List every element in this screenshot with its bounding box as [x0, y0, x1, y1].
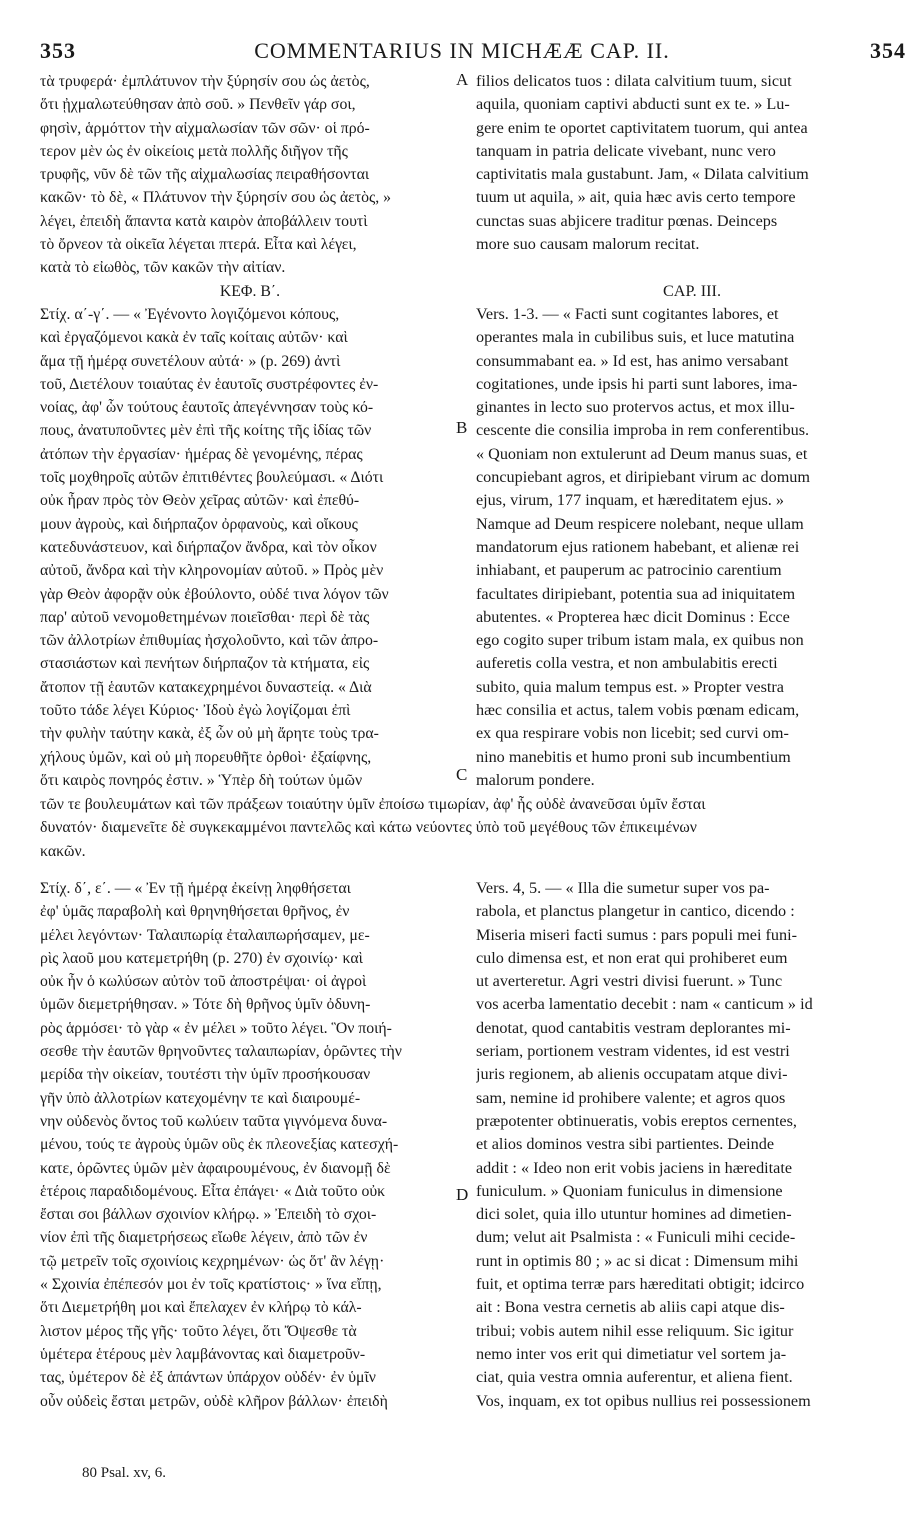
greek-text-line: τοῦ, Διετέλουν τοιαύτας ἐν ἑαυτοῖς συστρέφοντες ἐν-	[40, 375, 379, 393]
greek-text-line: τὰ τρυφερά· ἐμπλάτυνον τὴν ξύρησίν σου ὡς ἀετὸς,	[40, 73, 370, 90]
latin-text-line: Vers. 1-3. — « Facti sunt cogitantes labores, et	[476, 304, 779, 323]
running-title: COMMENTARIUS IN MICHÆÆ CAP. II.	[254, 38, 670, 63]
latin-text-line: ex qua respirare vobis non licebit; sed curvi om-	[476, 724, 789, 743]
greek-text-line: κακῶν.	[40, 842, 86, 860]
margin-letter-c: C	[456, 765, 468, 784]
latin-text-line: ait : Bona vestra cernetis ab aliis capi atque dis-	[476, 1298, 785, 1317]
latin-text-line: more suo causam malorum recitat.	[476, 235, 700, 254]
latin-column-top	[476, 70, 908, 792]
latin-text-line: tribui; vobis autem nihil esse reliquum. Sic igitur	[476, 1321, 794, 1340]
latin-text-line: ego cogito super tribum istam mala, ex quibus non	[476, 631, 804, 650]
latin-text-line: malorum pondere.	[476, 770, 595, 789]
latin-text-line: Miseria miseri facti sumus : pars populi mei funi-	[476, 925, 797, 944]
latin-text-line: tuum ut aquila, » ait, quia hæc avis certo tempore	[476, 188, 796, 207]
greek-text-line: ὑμῶν διεμετρήθησαν. » Τότε δὴ θρῆνος ὑμῖν ὀδυνη-	[40, 996, 371, 1014]
greek-text-line: ἄτοπον τῇ ἑαυτῶν κατακεχρημένοι δυναστείᾳ. « Διὰ	[40, 678, 372, 696]
greek-text-line: σεσθε τὴν ἑαυτῶν θρηνοῦντες ταλαιπωρίαν, ὁρῶντες τὴν	[40, 1043, 402, 1061]
greek-text-line: μέλει λεγόντων· Ταλαιπωρίᾳ ἐταλαιπωρήσαμεν, με-	[40, 926, 370, 944]
greek-column-top	[40, 70, 460, 792]
margin-letter-b: B	[456, 418, 468, 437]
latin-text-line: vos acerba lamentatio decebit : nam « canticum » id	[476, 995, 813, 1014]
latin-text-line: denotat, quod cantabitis vestram deplorantes mi-	[476, 1018, 791, 1037]
latin-text-line: sam, nemine id prohibere valente; et agros quos	[476, 1088, 786, 1107]
greek-text-line: παρ' αὐτοῦ νενομοθετημένων ποιεῖσθαι· περὶ δὲ τὰς	[40, 608, 370, 626]
latin-text-line: runt in optimis 80 ; » ac si dicat : Dimensum mihi	[476, 1251, 799, 1270]
greek-text-line: ἐφ' ὑμᾶς παραβολὴ καὶ θρηνηθήσεται θρῆνος, ἐν	[40, 903, 350, 921]
greek-text-line: Στίχ. δ΄, ε΄. — « Ἐν τῇ ἡμέρᾳ ἐκείνῃ ληφθήσεται	[40, 880, 351, 897]
greek-text-line: κακῶν· τὸ δὲ, « Πλάτυνον τὴν ξύρησίν σου ὡς ἀετὸς, »	[40, 189, 392, 207]
greek-text-line: Στίχ. α΄-γ΄. — « Ἐγένοντο λογιζόμενοι κόπους,	[40, 305, 340, 323]
latin-text-line: juris regionem, ab alienis occupatam atque divi-	[476, 1065, 788, 1084]
latin-text-line: funiculum. » Quoniam funiculus in dimensione	[476, 1181, 783, 1200]
latin-text-line: abutentes. « Propterea hæc dicit Dominus : Ecce	[476, 607, 790, 626]
greek-text-line: οὐκ ἦν ὁ κωλύσων αὐτὸν τοῦ ἀποστρέψαι· οἱ ἀγροὶ	[40, 973, 367, 991]
greek-text-line: μένου, τούς τε ἀγροὺς ὑμῶν οὓς ἐκ πλεονεξίας κατεσχή-	[40, 1136, 399, 1154]
latin-text-line: ut averteretur. Agri vestri divisi fuerunt. » Tunc	[476, 972, 783, 991]
greek-text-line: τρυφῆς, νῦν δὲ τῶν τῆς αἰχμαλωσίας πειραθήσονται	[40, 166, 370, 184]
latin-text-line: inhiabant, et pauperum ac patrocinio carentium	[476, 561, 782, 580]
greek-text-line: τοῖς μοχθηροῖς αὐτῶν ἐπιτιθέντες βουλεύμασι. « Διότι	[40, 469, 384, 487]
latin-text-line: cogitationes, unde ipsis hi parti sunt labores, ima-	[476, 374, 798, 393]
latin-text-line: Vers. 4, 5. — « Illa die sumetur super vos pa-	[476, 879, 770, 897]
greek-text-line: τὸ ὄρνεον τὰ οἰκεῖα λέγεται πτερά. Εἶτα καὶ λέγει,	[40, 236, 357, 254]
greek-column-bottom	[40, 877, 460, 1413]
greek-text-line: αὐτοῦ, ἄνδρα καὶ τὴν κληρονομίαν αὐτοῦ. » Πρὸς μὲν	[40, 562, 384, 580]
latin-text-line: operantes mala in cubilibus suis, et luce matutina	[476, 328, 795, 347]
latin-text-line: culo dimensa est, et non erat qui prohiberet eum	[476, 948, 788, 967]
greek-text-line: οὐκ ἦραν πρὸς τὸν Θεὸν χεῖρας αὐτῶν· καὶ ἐπεθύ-	[40, 492, 360, 510]
latin-text-line: auferetis colla vestra, et non ambulabitis erecti	[476, 654, 778, 673]
latin-text-line: Vos, inquam, ex tot opibus nullius rei possessionem	[476, 1391, 811, 1410]
greek-text-line: στασιάστων καὶ πενήτων διήρπαζον τὰ κτήματα, εἰς	[40, 655, 370, 673]
latin-text-line: ginantes in lecto suo protervos actus, et mox illu-	[476, 398, 795, 417]
greek-text-line: νίον ἐπὶ τῆς διαμετρήσεως εἴωθε λέγειν, ἀπὸ τῶν ἐν	[40, 1229, 368, 1247]
latin-text-line: rabola, et planctus plangetur in cantico, dicendo :	[476, 902, 795, 921]
greek-text-line: « Σχοινία ἐπέπεσόν μοι ἐν τοῖς κρατίστοις· » ἵνα εἴπῃ,	[40, 1276, 382, 1294]
latin-text-line: « Quoniam non extulerunt ad Deum manus suas, et	[476, 444, 808, 463]
greek-full-width	[40, 793, 910, 863]
latin-text-line: ciat, quia vestra omnia auferentur, et aliena fient.	[476, 1368, 793, 1387]
latin-column-bottom	[476, 877, 908, 1413]
greek-text-line: ὅτι ᾐχμαλωτεύθησαν ἀπὸ σοῦ. » Πενθεῖν γάρ σοι,	[40, 96, 356, 114]
latin-text-line: hæc consilia et actus, talem vobis pœnam edicam,	[476, 701, 800, 720]
latin-text-line	[476, 256, 908, 279]
greek-text-line: κατεδυνάστευον, καὶ διήρπαζον ἄνδρα, καὶ τὸν οἶκον	[40, 538, 377, 556]
latin-text-line: addit : « Ideo non erit vobis jaciens in hæreditate	[476, 1158, 793, 1177]
greek-text-line: νοίας, ἀφ' ὧν τούτους ἑαυτοῖς ἀπεγέννησαν τοὺς κό-	[40, 399, 374, 417]
page-number-right: 354	[870, 38, 906, 63]
greek-text-line: ὅτι καιρὸς πονηρός ἐστιν. » Ὑπὲρ δὴ τούτων ὑμῶν	[40, 771, 363, 789]
greek-text-line: μουν ἀγροὺς, καὶ διήρπαζον ὀρφανοὺς, καὶ οἴκους	[40, 515, 358, 533]
greek-text-line: τερον μὲν ὡς ἐν οἰκείοις μετὰ πολλῆς διῆγον τῆς	[40, 142, 348, 160]
latin-text-line: gere enim te oportet captivitatem tuorum, qui antea	[476, 118, 808, 137]
latin-text-line: et alios dominos vestra sibi partientes. Deinde	[476, 1135, 775, 1154]
greek-text-line: ἔσται σοι βάλλων σχοινίον κλήρῳ. » Ἐπειδὴ τὸ σχοι-	[40, 1206, 377, 1224]
latin-text-line: filios delicatos tuos : dilata calvitium tuum, sicut	[476, 72, 792, 90]
greek-text-line: ἅμα τῇ ἡμέρᾳ συνετέλουν αὐτά· » (p. 269) ἀντὶ	[40, 352, 341, 370]
greek-text-line: λιστον μέρος τῆς γῆς· τοῦτο λέγει, ὅτι Ὄψεσθε τὰ	[40, 1322, 357, 1340]
latin-text-line: aquila, quoniam captivi abducti sunt ex te. » Lu-	[476, 95, 790, 114]
greek-text-line: οὖν οὐδεὶς ἔσται μετρῶν, οὐδὲ κλῆρον βάλλων· ἐπειδὴ	[40, 1392, 388, 1410]
page-number-left: 353	[40, 38, 76, 63]
greek-text-line: γὰρ Θεὸν ἀφορᾷν οὐκ ἐβούλοντο, οὐδέ τινα λόγον τῶν	[40, 585, 389, 603]
latin-text-line: CAP. III.	[662, 281, 721, 300]
margin-letter-d: D	[456, 1185, 469, 1204]
greek-text-line: φησὶν, ἁρμόττον τὴν αἰχμαλωσίαν τῶν σῶν· οἱ πρό-	[40, 119, 370, 137]
greek-text-line: καὶ ἐργαζόμενοι κακὰ ἐν ταῖς κοίταις αὐτῶν· καὶ	[40, 329, 348, 347]
greek-text-line: ἑτέροις παραδιδομένους. Εἶτα ἐπάγει· « Διὰ τοῦτο οὐκ	[40, 1182, 386, 1200]
greek-text-line: ὅτι Διεμετρήθη μοι καὶ ἔπελαχεν ἐν κλήρῳ τὸ κάλ-	[40, 1299, 362, 1317]
greek-text-line: τῶν ἀλλοτρίων ἐπιθυμίας ἠσχολοῦντο, καὶ τῶν ἀπρο-	[40, 632, 379, 650]
latin-text-line: nemo inter vos erit qui dimetiatur vel sortem ja-	[476, 1344, 787, 1363]
greek-text-line: κατὰ τὸ εἰωθὸς, τῶν κακῶν τὴν αἰτίαν.	[40, 259, 286, 277]
greek-text-line: ἀτόπων τὴν ἐργασίαν· ἡμέρας δὲ γενομένης, πέρας	[40, 445, 363, 463]
latin-text-line: dici solet, quia illo utuntur homines ad dimetien-	[476, 1205, 792, 1224]
greek-text-line: τῶν τε βουλευμάτων καὶ τῶν πράξεων τοιαύτην ὑμῖν ἐποίσω τιμωρίαν, ἀφ' ἧς οὐδὲ ἀνανεῦσαι ὑμῖν ἔσται	[40, 796, 706, 813]
latin-text-line: fuit, et optima terræ pars hæreditati obtigit; idcirco	[476, 1275, 805, 1294]
latin-text-line: facultates diripiebant, potentia sua ad iniquitatem	[476, 584, 796, 603]
latin-text-line: cescente die consilia improba in rem conferentibus.	[476, 421, 810, 440]
greek-text-line: κατε, ὁρῶντες ὑμῶν μὲν ἀφαιρουμένους, ἐν διανομῇ δὲ	[40, 1159, 391, 1177]
page-header	[0, 38, 924, 68]
greek-text-line: δυνατόν· διαμενεῖτε δὲ συγκεκαμμένοι παντελῶς καὶ κάτω νεύοντες ὑπὸ τοῦ μεγέθους τῶν ἐπικειμένων	[40, 819, 697, 837]
latin-text-line: seriam, portionem vestram videntes, id est vestri	[476, 1042, 790, 1061]
latin-text-line: tanquam in patria delicate vivebant, nunc vero	[476, 141, 776, 160]
latin-text-line: dum; velut ait Psalmista : « Funiculi mihi cecide-	[476, 1228, 796, 1247]
greek-text-line: πους, ἀνατυποῦντες μὲν ἐπὶ τῆς κοίτης τῆς ἰδίας τῶν	[40, 422, 372, 440]
latin-text-line: ejus, virum, 177 inquam, et hæreditatem ejus. »	[476, 491, 784, 510]
latin-text-line: cunctas suas abjicere traditur pœnas. Deinceps	[476, 211, 778, 230]
greek-text-line: νην οὐδενὸς ὄντος τοῦ κωλύειν ταῦτα γιγνόμενα δυνα-	[40, 1112, 388, 1130]
latin-text-line: concupiebant agros, et diripiebant virum ac domum	[476, 468, 810, 487]
latin-text-line: subito, quia malum tempus est. » Propter vestra	[476, 677, 784, 696]
greek-text-line: τοῦτο τάδε λέγει Κύριος· Ἰδοὺ ἐγὼ λογίζομαι ἐπὶ	[40, 702, 351, 720]
latin-text-line: Namque ad Deum respicere nolebant, neque ullam	[476, 514, 804, 533]
latin-text-line: consummabant ea. » Id est, has animo versabant	[476, 351, 789, 370]
latin-text-line: præpotenter obtinueratis, vobis ereptos cernentes,	[476, 1111, 797, 1130]
greek-text-line: τας, ὑμέτερον δὲ ἐξ ἁπάντων ὑπάρχον οὐδέν· ἐν ὑμῖν	[40, 1369, 376, 1387]
greek-text-line: τῷ μετρεῖν τοῖς σχοινίοις κεχρημένων· ὡς ὅτ' ἂν λέγῃ·	[40, 1252, 385, 1270]
latin-text-line: nino manebitis et humo proni sub incumbentium	[476, 747, 791, 766]
margin-letter-a: A	[456, 70, 469, 89]
greek-text-line: ρὶς λαοῦ μου κατεμετρήθη (p. 270) ἐν σχοινίῳ· καὶ	[40, 949, 363, 967]
greek-text-line: τὴν φυλὴν ταύτην κακὰ, ἐξ ὧν οὐ μὴ ἄρητε τοὺς τρα-	[40, 725, 379, 743]
latin-text-line: mandatorum ejus rationem habebant, et alienæ rei	[476, 537, 800, 556]
greek-text-line: λέγει, ἐπειδὴ ἅπαντα κατὰ καιρὸν ἀποβάλλειν τουτὶ	[40, 212, 368, 230]
greek-text-line: χήλους ὑμῶν, καὶ οὐ μὴ πορευθῆτε ὀρθοὶ· ἐξαίφνης,	[40, 748, 372, 766]
greek-text-line: ρὸς ἁρμόσει· τὸ γὰρ « ἐν μέλει » τοῦτο λέγει. Ὃν ποιή-	[40, 1019, 392, 1037]
greek-text-line: γῆν ὑπὸ ἀλλοτρίων κατεχομένην τε καὶ διαιρουμέ-	[40, 1089, 361, 1107]
footnote: 80 Psal. xv, 6.	[82, 1465, 167, 1481]
greek-text-line: ΚΕΦ. Β΄.	[219, 282, 281, 300]
greek-text-line: ὑμέτερα ἑτέρους μὲν λαμβάνοντας καὶ διαμετροῦν-	[40, 1345, 366, 1363]
greek-text-line: μερίδα τὴν οἰκείαν, τουτέστι τὴν ὑμῖν προσήκουσαν	[40, 1066, 371, 1084]
latin-text-line: captivitatis mala gustabunt. Jam, « Dilata calvitium	[476, 165, 809, 184]
